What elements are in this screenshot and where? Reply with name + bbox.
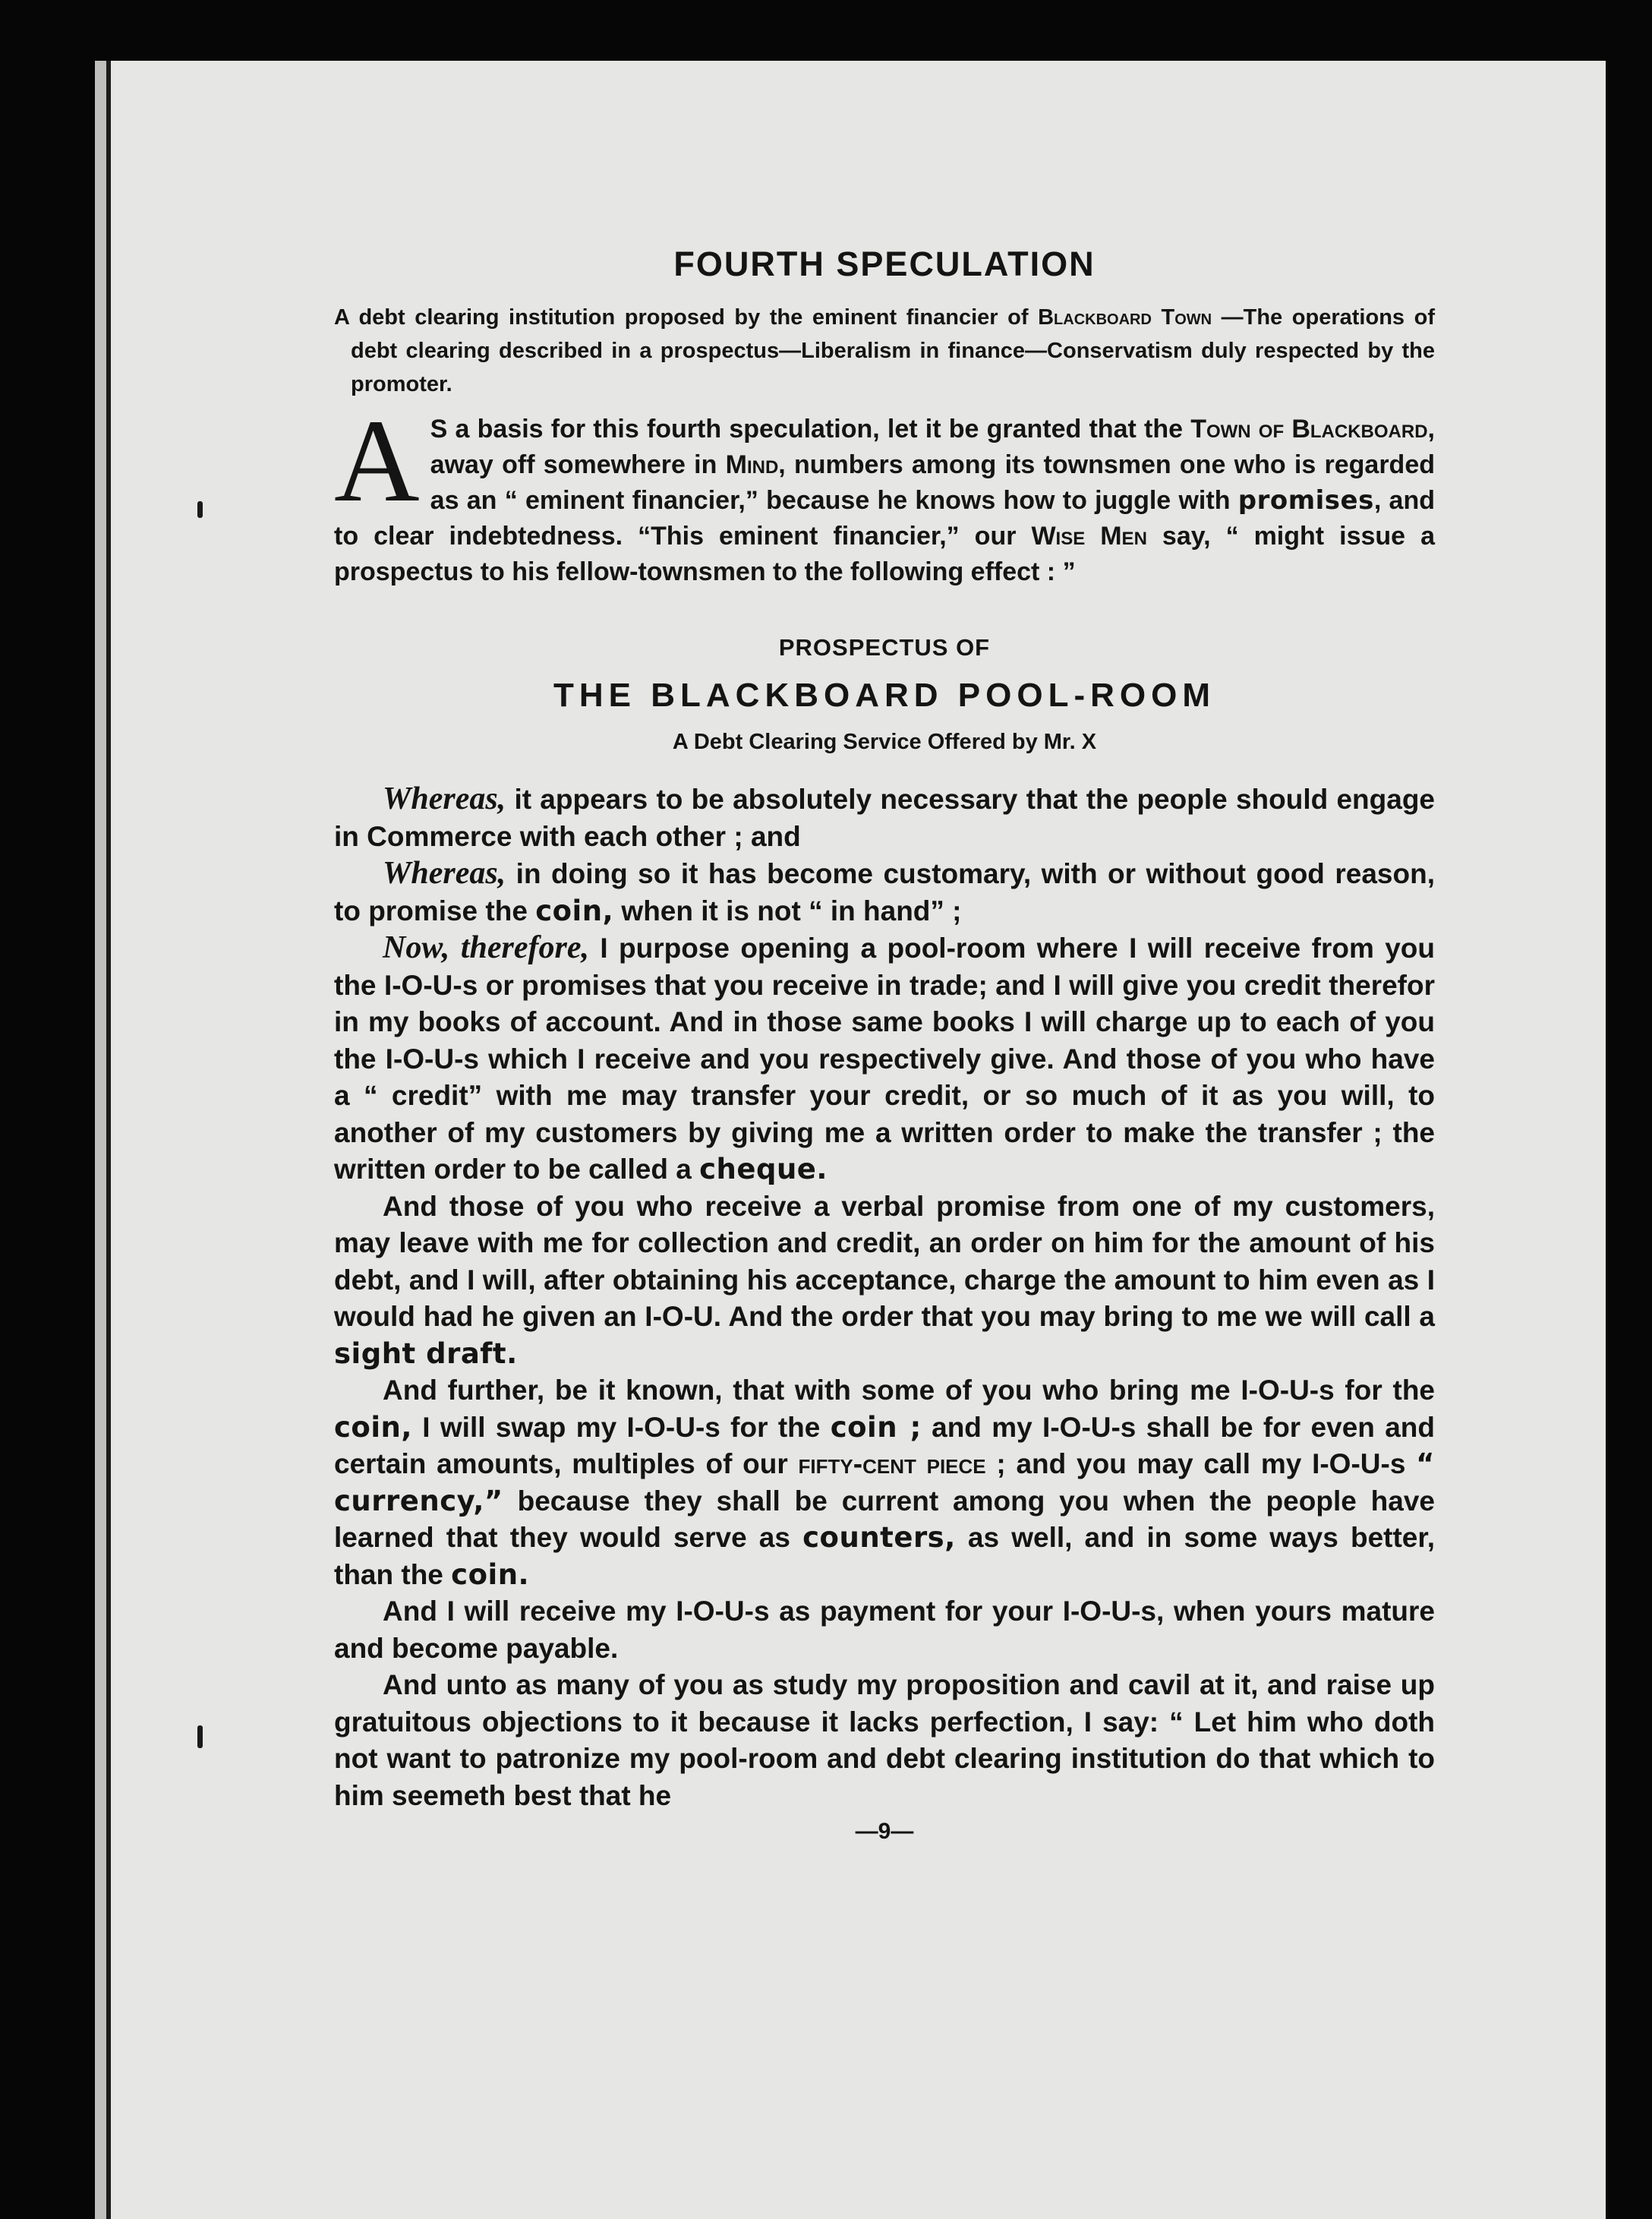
body-paragraph: Whereas, it appears to be absolutely necessary that the people should engage in Commerce with each other ; and <box>334 781 1435 852</box>
body-paragraph: And those of you who receive a verbal promise from one of my customers, may leave with me for collection and credit, an order on him for the amount of his debt, and I will, after obtaining his acceptance, charge the amount to him even as I would had he given an I-O-U. And the order that you may bring to me we will call a sight draft. <box>334 1190 1435 1370</box>
margin-mark <box>197 501 203 518</box>
page-margin-shade <box>95 61 106 2219</box>
prospectus-label: PROSPECTUS OF <box>778 634 991 661</box>
drop-cap: A <box>334 395 420 526</box>
gutter-line <box>106 61 111 2219</box>
chapter-synopsis: A debt clearing institution proposed by the eminent financier of Blackboard Town —The operations of debt clearing described in a prospectus—Liberalism in finance—Conservatism duly respected by the promoter. <box>334 305 1436 396</box>
prospectus-subtitle: A Debt Clearing Service Offered by Mr. X <box>672 730 1097 754</box>
body-paragraph: And unto as many of you as study my proposition and cavil at it, and raise up gratuitous objections to it because it lacks perfection, I say: “ Let him who doth not want to patronize my pool-room and debt clearing institution do that which to him seemeth best that he <box>334 1669 1435 1811</box>
margin-mark <box>197 1725 203 1748</box>
prospectus-title: THE BLACKBOARD POOL-ROOM <box>553 677 1215 714</box>
body-paragraph: And I will receive my I-O-U-s as payment for your I-O-U-s, when yours mature and become payable. <box>334 1596 1435 1664</box>
intro-paragraph: A S a basis for this fourth speculation, let it be granted that the Town of Blackboard, away off somewhere in Mind, numbers among its townsmen one who is regarded as an “ eminent financier,” because he knows how to juggle with promises, and to clear indebtedness. “This eminent financier,” our Wise Men say, “ might issue a prospectus to his fellow-townsmen to the following effect : ” <box>334 395 1436 586</box>
chapter-title: FOURTH SPECULATION <box>673 245 1096 283</box>
body-paragraph: And further, be it known, that with some of you who bring me I-O-U-s for the coin, I will swap my I-O-U-s for the coin ; and my I-O-U-s shall be for even and certain amounts, multiples of our fifty-cent piece ; and you may call my I-O-U-s “ currency,” because they shall be current among you when the people have learned that they would serve as counters, as well, and in some ways better, than the coin. <box>334 1375 1435 1591</box>
body-paragraph: Whereas, in doing so it has become customary, with or without good reason, to promise the coin, when it is not “ in hand” ; <box>334 856 1435 927</box>
body-paragraph: Now, therefore, I purpose opening a pool-room where I will receive from you the I-O-U-s or promises that you receive in trade; and I will give you credit therefor in my books of account. And in those same books I will charge up to each of you the I-O-U-s which I receive and you respectively give. And those of you who have a “ credit” with me may transfer your credit, or so much of it as you will, to another of my customers by giving me a written order to make the transfer ; the written order to be called a cheque. <box>334 930 1435 1185</box>
page-number: —9— <box>855 1819 914 1844</box>
book-page <box>95 61 1606 2219</box>
page-content <box>334 245 1435 1845</box>
